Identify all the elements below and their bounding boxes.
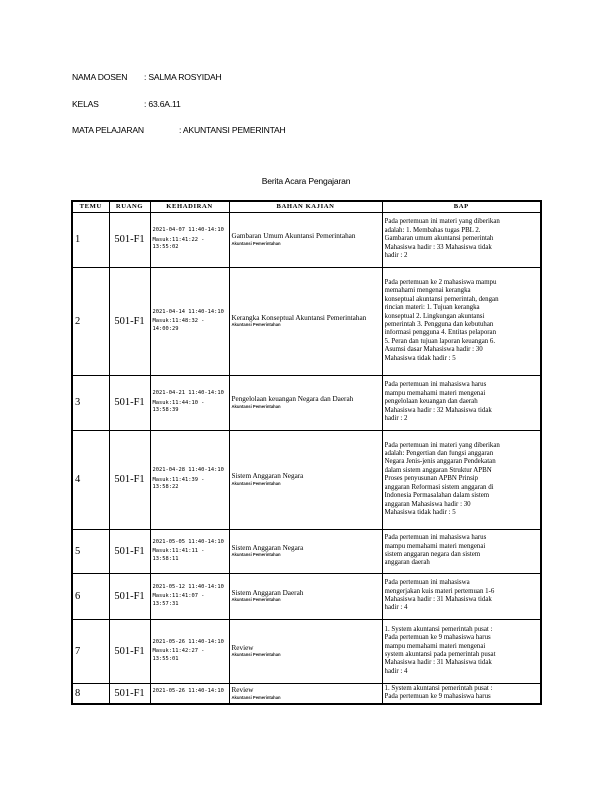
class-value: : 63.6A.11 [144, 99, 181, 109]
attendance-cell [150, 430, 229, 529]
bap-line: sistem anggaran negara dan sistem [384, 551, 481, 558]
bap-line: Mahasiswa hadir : 31 Mahasiswa tidak [384, 596, 492, 603]
meeting-number: 4 [72, 430, 109, 529]
topic-title: Sistem Anggaran Negara [231, 472, 304, 481]
meeting-number: 5 [72, 529, 109, 573]
schedule-time: 2021-04-21 11:40-14:10 [152, 390, 224, 397]
bap-line: 1. System akuntansi pemerintah pusat : [384, 684, 493, 692]
bap-line: adalah: 1. Membahas tugas PBL 2. [384, 226, 481, 234]
table-row [72, 212, 541, 267]
bap-notes [382, 683, 541, 704]
check-in-time: Masuk:11:44:10 - 13:58:39 [152, 399, 205, 414]
schedule-time: 2021-05-26 11:40-14:10 [152, 688, 224, 695]
bap-line: mampu memahami materi mengenai [384, 542, 486, 550]
bap-notes [382, 573, 541, 619]
bap-line: konseptual akuntansi pemerintah, dengan [384, 295, 499, 303]
room-code: 501-F1 [109, 267, 150, 375]
table-row [72, 619, 541, 683]
topic-cell [229, 573, 382, 619]
topic-cell [229, 375, 382, 430]
bap-line: adalah: Pengertian dan fungsi anggaran [384, 450, 494, 458]
lecturer-label: NAMA DOSEN [72, 72, 128, 82]
attendance-cell [150, 375, 229, 430]
column-header-kehadiran: KEHADIRAN [150, 201, 229, 212]
subject-info [72, 125, 286, 135]
bap-line: Proses penyusunan APBN Prinsip [384, 475, 479, 483]
bap-line: mengerjakan kuis materi pertemuan 1-6 [384, 587, 495, 595]
bap-line: hadir : 4 [384, 667, 408, 675]
attendance-cell [150, 267, 229, 375]
check-in-time: Masuk:11:42:27 - 13:55:01 [152, 648, 205, 662]
table-row [72, 529, 541, 573]
room-code: 501-F1 [109, 375, 150, 430]
bap-line: rincian materi: 1. Tujuan kerangka [384, 304, 480, 312]
topic-cell [229, 619, 382, 683]
bap-line: mampu memahami materi mengenai [384, 642, 486, 650]
schedule-time: 2021-04-28 11:40-14:10 [152, 467, 224, 474]
bap-line: 5. Peran dan tujuan laporan keuangan 6. [384, 337, 496, 345]
schedule-time: 2021-05-26 11:40-14:10 [152, 638, 224, 645]
subject-label: MATA PELAJARAN [72, 125, 144, 135]
check-in-time: Masuk:11:41:11 - 13:58:11 [152, 548, 205, 562]
lecturer-info [72, 72, 222, 82]
bap-line: hadir : 4 [384, 604, 408, 612]
bap-line: pemerintah 3. Pengguna dan kebutuhan [384, 321, 494, 328]
meeting-number: 3 [72, 375, 109, 430]
topic-cell [229, 683, 382, 704]
bap-line: anggaran Reformasi sistem anggaran di [384, 483, 494, 491]
meeting-number: 2 [72, 267, 109, 375]
check-in-time: Masuk:11:41:22 - 13:55:02 [152, 236, 205, 251]
table-row [72, 375, 541, 430]
bap-line: Pada pertemuan ke 9 mahasiswa harus [384, 692, 491, 700]
schedule-time: 2021-04-14 11:40-14:10 [152, 308, 224, 315]
topic-cell [229, 529, 382, 573]
bap-line: Mahasiswa tidak hadir : 5 [384, 508, 456, 516]
attendance-cell [150, 212, 229, 267]
bap-line: Negara Jenis-jenis anggaran Pendekatan [384, 458, 496, 466]
bap-notes [382, 375, 541, 430]
bap-line: hadir : 2 [384, 252, 408, 260]
schedule-time: 2021-05-05 11:40-14:10 [152, 538, 224, 545]
topic-title: Gambaran Umum Akuntansi Pemerintahan [231, 232, 356, 241]
bap-line: Pada pertemuan ini mahasiswa harus [384, 381, 487, 389]
room-code: 501-F1 [109, 529, 150, 573]
bap-line: 1. System akuntansi pemerintah pusat : [384, 625, 493, 633]
topic-title: Review [231, 685, 254, 694]
lecturer-value: : SALMA ROSYIDAH [144, 72, 222, 82]
bap-line: anggaran Mahasiswa hadir : 30 [384, 500, 471, 508]
check-in-time: Masuk:11:41:07 - 13:57:31 [152, 593, 205, 607]
bap-line: hadir : 2 [384, 415, 408, 423]
topic-cell [229, 430, 382, 529]
topic-title: Sistem Anggaran Negara [231, 543, 304, 552]
bap-line: Pada pertemuan ini materi yang diberikan [384, 441, 500, 449]
check-in-time: Masuk:11:41:39 - 13:58:22 [152, 476, 205, 491]
table-row [72, 683, 541, 704]
bap-line: informasi pengguna 4. Entitas pelaporan [384, 329, 497, 337]
bap-notes [382, 430, 541, 529]
bap-line: Gambaran umum akuntansi pemerintah [384, 235, 494, 243]
attendance-cell [150, 683, 229, 704]
bap-notes [382, 619, 541, 683]
room-code: 501-F1 [109, 683, 150, 704]
course-name: Akuntansi Pemerintahan [231, 480, 281, 486]
course-name: Akuntansi Pemerintahan [231, 403, 281, 409]
bap-line: Pada pertemuan ini materi yang diberikan [384, 218, 500, 226]
column-header-ruang: RUANG [109, 201, 150, 212]
meeting-number: 1 [72, 212, 109, 267]
bap-line: Pada pertemuan ke 2 mahasiswa mampu [384, 278, 497, 286]
check-in-time: Masuk:11:48:32 - 14:00:29 [152, 318, 205, 332]
table-header-row [72, 201, 541, 212]
course-name: Akuntansi Pemerintahan [231, 597, 281, 603]
course-name: Akuntansi Pemerintahan [231, 552, 281, 558]
course-name: Akuntansi Pemerintahan [231, 694, 281, 700]
room-code: 501-F1 [109, 212, 150, 267]
bap-notes [382, 267, 541, 375]
topic-title: Sistem Anggaran Daerah [231, 588, 304, 597]
column-header-bap: BAP [382, 201, 541, 212]
bap-line: Pada pertemuan ini mahasiswa harus [384, 534, 487, 542]
course-name: Akuntansi Pemerintahan [231, 240, 281, 246]
meeting-number: 8 [72, 683, 109, 704]
bap-line: Mahasiswa hadir : 33 Mahasiswa tidak [384, 243, 492, 251]
column-header-bahan-kajian: BAHAN KAJIAN [229, 201, 382, 212]
meeting-number: 7 [72, 619, 109, 683]
table-row [72, 573, 541, 619]
schedule-time: 2021-05-12 11:40-14:10 [152, 583, 224, 590]
room-code: 501-F1 [109, 573, 150, 619]
bap-line: Indonesia Permasalahan dalam sistem [384, 492, 490, 500]
attendance-cell [150, 573, 229, 619]
table-row [72, 430, 541, 529]
bap-line: dalam sistem anggaran Struktur APBN [384, 466, 492, 474]
teaching-log-table [71, 200, 542, 705]
column-header-temu: TEMU [72, 201, 109, 212]
bap-line: Mahasiswa hadir : 32 Mahasiswa tidak [384, 406, 492, 414]
bap-line: Mahasiswa tidak hadir : 5 [384, 354, 456, 362]
bap-line: Asumsi dasar Mahasiswa hadir : 30 [384, 346, 483, 354]
bap-line: anggaran daerah [384, 559, 430, 567]
course-name: Akuntansi Pemerintahan [231, 322, 281, 328]
bap-line: konseptual 2. Lingkungan akuntansi [384, 312, 485, 320]
schedule-time: 2021-04-07 11:40-14:10 [152, 227, 224, 234]
bap-notes [382, 212, 541, 267]
table-row [72, 267, 541, 375]
bap-line: system akuntansi pada pemerintah pusat [384, 651, 496, 658]
bap-line: Mahasiswa hadir : 31 Mahasiswa tidak [384, 659, 492, 667]
bap-line: pengelolaan keuangan dan daerah [384, 398, 478, 406]
attendance-cell [150, 529, 229, 573]
topic-title: Kerangka Konseptual Akuntansi Pemerintahan [231, 313, 367, 322]
meeting-number: 6 [72, 573, 109, 619]
class-label: KELAS [72, 99, 99, 109]
bap-line: memahami mengenai kerangka [384, 287, 471, 295]
table-body [72, 212, 541, 704]
class-info [72, 99, 181, 109]
bap-line: Pada pertemuan ini mahasiswa [384, 579, 470, 587]
attendance-cell [150, 619, 229, 683]
course-name: Akuntansi Pemerintahan [231, 652, 281, 658]
subject-value: : AKUNTANSI PEMERINTAH [179, 125, 286, 135]
topic-cell [229, 267, 382, 375]
topic-title: Pengelolaan keuangan Negara dan Daerah [231, 395, 354, 404]
topic-title: Review [231, 643, 254, 652]
room-code: 501-F1 [109, 430, 150, 529]
bap-notes [382, 529, 541, 573]
room-code: 501-F1 [109, 619, 150, 683]
bap-line: mampu memahami materi mengenai [384, 389, 486, 397]
page-title: Berita Acara Pengajaran [261, 176, 351, 186]
topic-cell [229, 212, 382, 267]
bap-line: Pada pertemuan ke 9 mahasiswa harus [384, 634, 491, 642]
